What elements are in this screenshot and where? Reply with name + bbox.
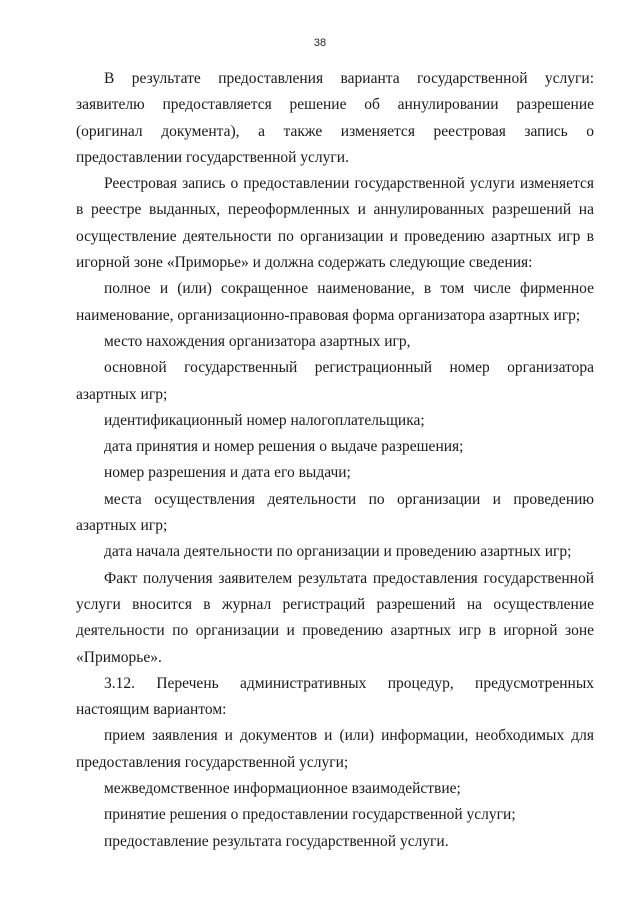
list-item-decision-date: дата принятия и номер решения о выдаче разрешения; (104, 438, 464, 456)
list-item-permit-number: номер разрешения и дата его выдачи; (104, 464, 351, 482)
list-item-organizer-location: место нахождения организатора азартных игр, (104, 332, 411, 350)
paragraph-result-of-service: В результате предоставления варианта государственной услуги: заявителю предоставляется решение об аннулировании разрешение (оригинал документа), а также изменяется реестровая запись о предоставлении государственной услуги. (76, 70, 594, 166)
section-heading-3-12: 3.12. Перечень административных процедур, предусмотренных настоящим вариантом: (76, 674, 594, 719)
procedure-item-application-intake: прием заявления и документов и (или) информации, необходимых для предоставления государственной услуги; (76, 727, 594, 771)
procedure-item-interagency-interaction: межведомственное информационное взаимодействие; (104, 780, 461, 798)
document-body (76, 66, 594, 855)
list-item-activity-locations: места осуществления деятельности по организации и проведению азартных игр; (76, 490, 594, 535)
procedure-item-result-delivery: предоставление результата государственной услуги. (104, 832, 449, 850)
procedure-item-decision: принятие решения о предоставлении государственной услуги; (104, 806, 516, 824)
list-item-organizer-name: полное и (или) сокращенное наименование, в том числе фирменное наименование, организационно-правовая форма организатора азартных игр; (76, 280, 594, 324)
paragraph-receipt-fact: Факт получения заявителем результата предоставления государственной услуги вносится в журнал регистраций разрешений на осуществление деятельности по организации и проведению азартных игр в игорной зоне «Приморье». (76, 569, 594, 666)
list-item-activity-start-date: дата начала деятельности по организации и проведению азартных игр; (104, 543, 572, 561)
list-item-registration-number: основной государственный регистрационный номер организатора азартных игр; (76, 359, 594, 403)
page-number: 38 (313, 37, 327, 49)
list-item-taxpayer-id: идентификационный номер налогоплательщика; (104, 411, 425, 429)
paragraph-registry-record: Реестровая запись о предоставлении государственной услуги изменяется в реестре выданных, переоформленных и аннулированных разрешений на осуществление деятельности по организации и проведению азартных игр в игорной зоне «Приморье» и должна содержать следующие сведения: (76, 175, 594, 272)
